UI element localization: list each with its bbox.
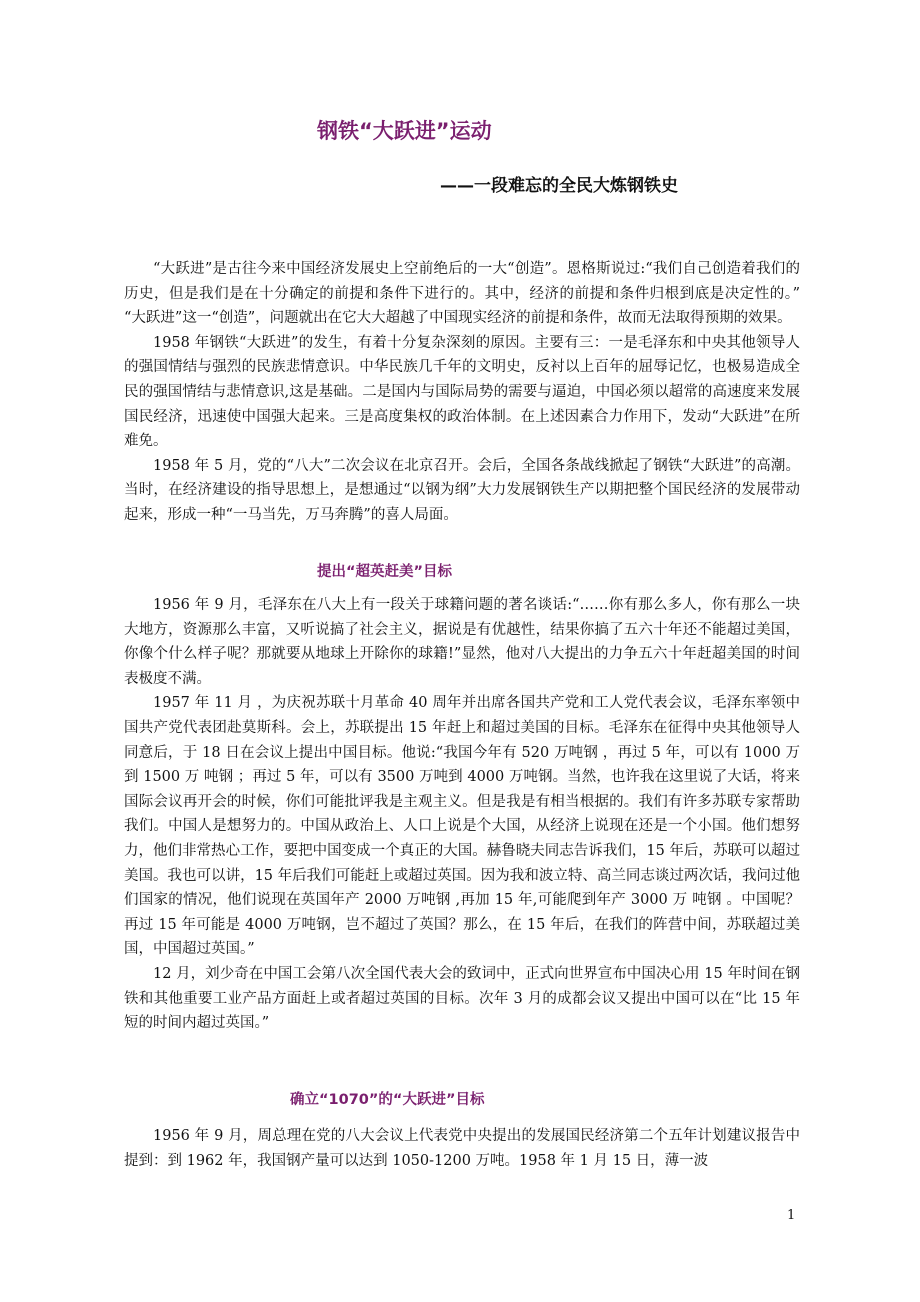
paragraph: 12 月，刘少奇在中国工会第八次全国代表大会的致词中，正式向世界宣布中国决心用 15 年时间在钢铁和其他重要工业产品方面赶上或者超过英国的目标。次年 3 月的成都会议又提出中国可以在“比 15 年短的时间内超过英国。”: [124, 965, 800, 1032]
paragraph: 1956 年 9 月，周总理在党的八大会议上代表党中央提出的发展国民经济第二个五年计划建议报告中提到：到 1962 年，我国钢产量可以达到 1050-1200 万吨。1958 年 1 月 15 日，薄一波: [124, 1128, 800, 1169]
intro-section: [124, 257, 800, 528]
paragraph: 1956 年 9 月，毛泽东在八大上有一段关于球籍问题的著名谈话:“……你有那么多人，你有那么一块大地方，资源那么丰富，又听说搞了社会主义，据说是有优越性，结果你搞了五六十年还不能超过美国，你像个什么样子呢？那就要从地球上开除你的球籍!”显然，他对八大提出的力争五六十年赶超美国的时间表极度不满。: [124, 597, 800, 687]
page-number: 1: [787, 1208, 796, 1223]
paragraph: 1957 年 11 月 ，为庆祝苏联十月革命 40 周年并出席各国共产党和工人党代表会议，毛泽东率领中国共产党代表团赴莫斯科。会上，苏联提出 15 年赶上和超过美国的目标。毛泽东在征得中央其他领导人同意后，于 18 日在会议上提出中国目标。他说:“我国今年有 520 万吨钢 ，再过 5 年，可以有 1000 万到 1500 万 吨钢 ；再过 5 年，可以有 3500 万吨到 4000 万吨钢。当然，也许我在这里说了大话，将来国际会议再开会的时候，你们可能批评我是主观主义。但是我是有相当根据的。我们有许多苏联专家帮助我们。中国人是想努力的。中国从政治上、人口上说是个大国，从经济上说现在还是一个小国。他们想努力，他们非常热心工作，要把中国变成一个真正的大国。赫鲁晓夫同志告诉我们，15 年后，苏联可以超过美国。我也可以讲，15 年后我们可能赶上或超过英国。因为我和波立特、高兰同志谈过两次话，我问过他们国家的情况，他们说现在英国年产 2000 万吨钢 ,再加 15 年,可能爬到年产 3000 万 吨钢 。中国呢？再过 15 年可能是 4000 万吨钢，岂不超过了英国？那么，在 15 年后，在我们的阵营中间，苏联超过美国，中国超过英国。”: [124, 695, 800, 958]
paragraph: 1958 年 5 月，党的“八大”二次会议在北京召开。会后，全国各条战线掀起了钢铁“大跃进”的高潮。当时，在经济建设的指导思想上，是想通过“以钢为纲”大力发展钢铁生产以期把整个国民经济的发展带动起来，形成一种“一马当先，万马奔腾”的喜人局面。: [124, 457, 800, 523]
paragraph: “大跃进”是古往今来中国经济发展史上空前绝后的一大“创造”。恩格斯说过:“我们自己创造着我们的历史，但是我们是在十分确定的前提和条件下进行的。其中，经济的前提和条件归根到底是决定性的。” “大跃进”这一“创造”，问题就出在它大大超越了中国现实经济的前提和条件，故而无法取得预期的效果。: [124, 261, 800, 327]
document-title: 钢铁“大跃进”运动: [317, 119, 492, 143]
paragraph: 1958 年钢铁“大跃进”的发生，有着十分复杂深刻的原因。主要有三：一是毛泽东和中央其他领导人的强国情结与强烈的民族悲情意识。中华民族几千年的文明史，反衬以上百年的屈辱记忆，也极易造成全民的强国情结与悲情意识,这是基础。二是国内与国际局势的需要与逼迫，中国必须以超常的高速度来发展国民经济，迅速使中国强大起来。三是高度集权的政治体制。在上述因素合力作用下，发动“大跃进”在所难免。: [124, 334, 800, 450]
section-heading-chaoying: 提出“超英赶美”目标: [317, 564, 453, 580]
document-subtitle: ——一段难忘的全民大炼钢铁史: [440, 176, 678, 196]
section-heading-1070: 确立“1070”的“大跃进”目标: [290, 1092, 485, 1108]
section-1070: [124, 1124, 800, 1173]
section-chaoying: [124, 593, 800, 1036]
